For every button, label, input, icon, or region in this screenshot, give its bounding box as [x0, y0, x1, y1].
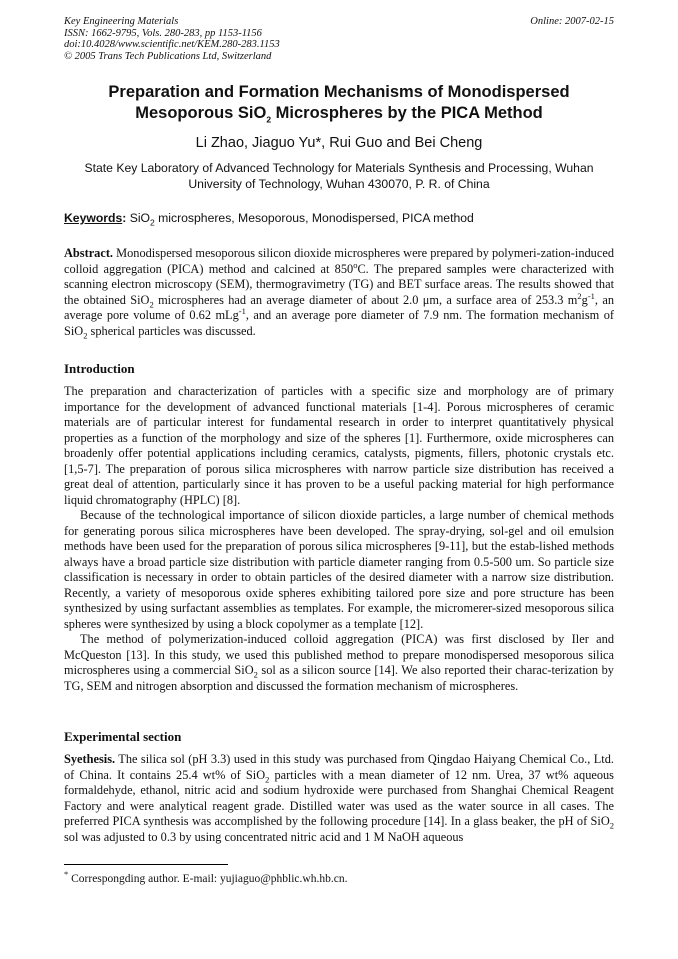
abstract-sub-1: 2: [149, 298, 154, 309]
synthesis-sub-1: 2: [265, 773, 270, 784]
introduction-heading: Introduction: [64, 361, 135, 376]
affiliation-line-1: State Key Laboratory of Advanced Technology for Materials Synthesis and Processing, Wuhan: [84, 161, 594, 175]
abstract: [64, 246, 614, 339]
synthesis-text-3: sol was adjusted to 0.3 by using concentrated nitric acid and 1 M NaOH aqueous: [64, 829, 464, 844]
footnote-mark: *: [64, 869, 69, 880]
synthesis-text-2: particles with a mean diameter of 12 nm. Urea, 37 wt% aqueous formaldehyde, ethanol, nitric acid and sodium hydroxide were purchased from Shanghai Chemical Reagent Factory and were analytical reagent grade. Distilled water was used as the water source in all cases. The preferred PICA synthesis was accomplished by the following procedure [14]. In a glass beaker, the pH of SiO: [64, 767, 614, 828]
abstract-text-6: , and an average pore diameter of 7.9 nm. The formation mechanism of SiO: [64, 308, 614, 338]
paper-title: [40, 82, 638, 124]
title-subscript: 2: [266, 114, 272, 125]
experimental-heading: Experimental section: [64, 729, 182, 744]
keywords-post: microspheres, Mesoporous, Monodispersed, PICA method: [154, 211, 474, 225]
intro-paragraph-3: [64, 632, 614, 694]
intro-p3-b: sol as a silicon source [14]. We also reported their charac-terization by TG, SEM and nitrogen absorption and discussed the formation mechanism of microspheres.: [64, 663, 614, 693]
footnote: [64, 869, 348, 885]
synthesis-sub-2: 2: [609, 820, 614, 831]
intro-p3-sub: 2: [253, 669, 258, 680]
keywords-label: Keywords: [64, 211, 123, 225]
keywords-colon: :: [122, 211, 127, 225]
abstract-sup-4: -1: [238, 305, 246, 316]
affiliation: [60, 160, 618, 192]
abstract-text-1: Monodispersed mesoporous silicon dioxide microspheres were prepared by polymeri-zation-induced colloid aggregation (PICA) method and calcined at 850: [64, 246, 614, 276]
abstract-text-3: microspheres had an average diameter of about 2.0 μm, a surface area of 253.3 m: [153, 292, 578, 307]
abstract-text-2: C. The prepared samples were characterized with scanning electron microscopy (SEM), thermogravimetry (TG) and BET surface areas. The results showed that the obtained SiO: [64, 261, 614, 307]
journal-name: Key Engineering Materials: [64, 16, 179, 27]
intro-p3-a: The method of polymerization-induced colloid aggregation (PICA) was first disclosed by Iler and McQueston [13]. In this study, we used this published method to prepare monodispersed mesoporous silica microspheres using a commercial SiO: [64, 632, 614, 677]
intro-paragraph-2: Because of the technological importance of silicon dioxide particles, a large number of chemical methods for generating porous silica microspheres have been developed. The spray-drying, sol-gel and oil emulsion methods have been used for the preparation of porous silica microspheres [9-11], but the estab-lished methods always have a broad particle size distribution with particle diameter ranging from 0.5-500 um. So particle size classification is necessary in order to obtain particles of the desired diameter with a narrow size distribution. Recently, a variety of mesoporous oxide spheres exhibiting tailored pore size and pore structure has been synthesized by using surfactant assemblies as templates. For example, the micromerer-sized mesoporous silica spheres were synthesized by using a block copolymer as a template [12].: [64, 508, 614, 631]
synthesis-text-1: The silica sol (pH 3.3) used in this study was purchased from Qingdao Haiyang Chemical Co., Ltd. of China. It contains 25.4 wt% of SiO: [64, 752, 614, 782]
copyright-line: © 2005 Trans Tech Publications Ltd, Switzerland: [64, 50, 272, 62]
abstract-label: Abstract.: [64, 246, 114, 260]
abstract-text-7: spherical particles was discussed.: [87, 323, 256, 338]
abstract-sup-2: 2: [577, 290, 582, 301]
abstract-text-4: g: [581, 292, 588, 307]
intro-paragraph-1: The preparation and characterization of particles with a specific size and morphology are of primary importance for the development of advanced functional materials [1-4]. Porous microspheres of ceramic materials are of particular interest for fundamental research in order to interpret quantitatively physical properties as a function of the morphology and size of the spheres [1]. Furthermore, oxide microspheres can broadenly offer potential applications including ceramics, catalysts, pigments, fillers, photonic crystals etc. [1,5-7]. The preparation of porous silica microspheres with narrow particle size distribution has received a great deal of attention, particularly since it has proven to be a useful packing material for high performance liquid chromatography (HPLC) [8].: [64, 384, 614, 507]
journal-header: [64, 16, 280, 62]
keywords-pre: SiO: [126, 211, 151, 225]
synthesis-label: Syethesis.: [64, 752, 116, 766]
online-date: Online: 2007-02-15: [530, 16, 614, 27]
keywords-sub: 2: [150, 217, 155, 228]
affiliation-line-2: University of Technology, Wuhan 430070, P. R. of China: [188, 177, 490, 191]
abstract-sub-2: 2: [83, 329, 88, 340]
synthesis-paragraph: [64, 752, 614, 845]
title-line-2-pre: Mesoporous SiO: [135, 104, 267, 122]
keywords: [64, 211, 624, 228]
footnote-divider: [64, 864, 228, 865]
author-list: Li Zhao, Jiaguo Yu*, Rui Guo and Bei Cheng: [195, 135, 483, 151]
introduction-body: [64, 384, 614, 694]
degree-sup: o: [353, 259, 358, 270]
abstract-sup-3: -1: [587, 290, 595, 301]
title-line-1: Preparation and Formation Mechanisms of Monodispersed: [108, 83, 570, 101]
title-line-2-post: Microspheres by the PICA Method: [271, 104, 543, 122]
doi-line: doi:10.4028/www.scientific.net/KEM.280-283.1153: [64, 39, 280, 50]
abstract-text-5: , an average pore volume of 0.62 mLg: [64, 292, 614, 322]
issn-line: ISSN: 1662-9795, Vols. 280-283, pp 1153-1156: [64, 27, 262, 39]
footnote-text: Correspongding author. E-mail: yujiaguo@phblic.wh.hb.cn.: [68, 873, 348, 885]
